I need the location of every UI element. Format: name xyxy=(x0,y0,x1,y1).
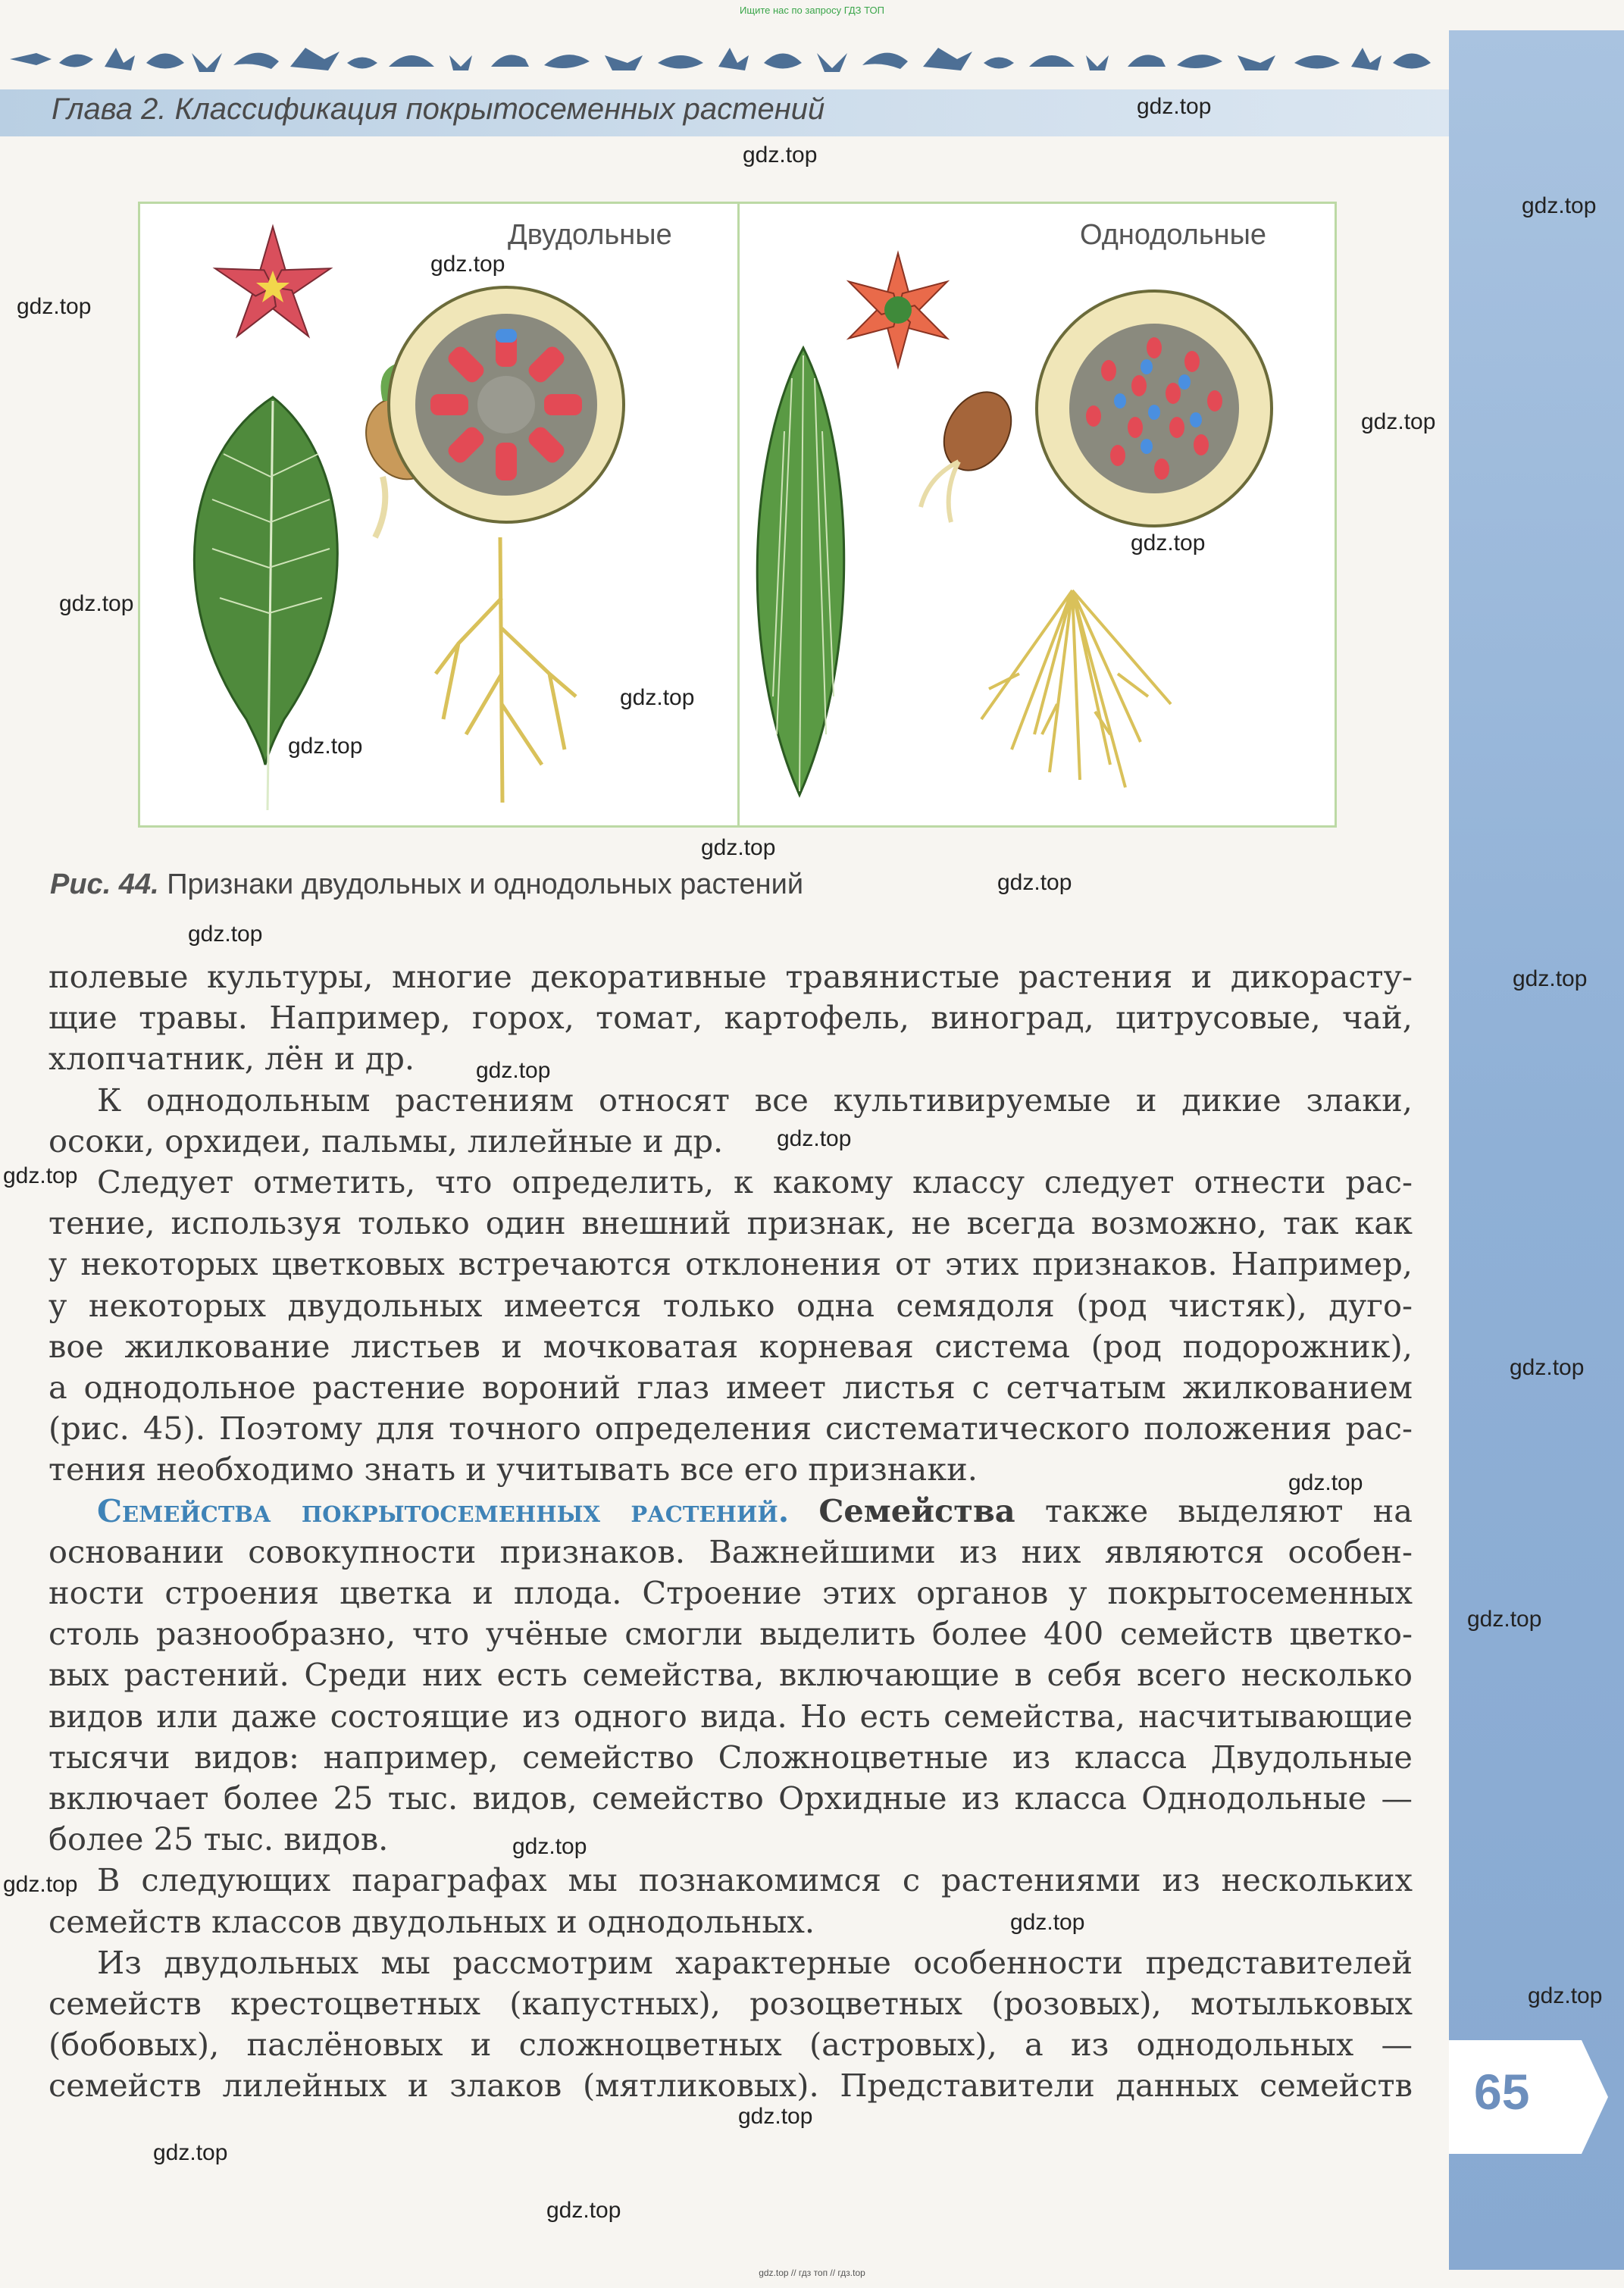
watermark: gdz.top xyxy=(512,1834,587,1859)
watermark: gdz.top xyxy=(546,2198,621,2223)
text-line: видов или даже состоящие из одного вида. Но есть семейства, насчитывающие xyxy=(49,1697,1413,1735)
text-line: ности строения цветка и плода. Строение этих органов у покрытосеменных xyxy=(49,1574,1413,1612)
text-line: более 25 тыс. видов. xyxy=(49,1820,389,1858)
chapter-title: Глава 2. Классификация покрытосеменных растений xyxy=(52,92,825,126)
text-line: тения необходимо знать и учитывать все его признаки. xyxy=(49,1451,978,1488)
watermark: gdz.top xyxy=(1513,966,1588,991)
watermark: gdz.top xyxy=(1010,1910,1085,1935)
watermark: gdz.top xyxy=(1467,1607,1542,1632)
text-line: щие травы. Например, горох, томат, картофель, виноград, цитрусовые, чай, xyxy=(49,999,1413,1037)
watermark: gdz.top xyxy=(476,1058,551,1083)
watermark: gdz.top xyxy=(3,1872,78,1897)
label-dicots: Двудольные xyxy=(508,219,672,251)
side-color-strip xyxy=(1449,30,1624,2270)
watermark: gdz.top xyxy=(1288,1470,1363,1495)
text-line: полевые культуры, многие декоративные травянистые растения и дикорасту- xyxy=(49,958,1413,995)
watermark: gdz.top xyxy=(620,685,695,710)
watermark: gdz.top xyxy=(777,1126,852,1151)
section-first-line xyxy=(49,1491,1413,1532)
text-line: вых растений. Среди них есть семейства, включающие в себя всего несколько xyxy=(49,1656,1413,1694)
monocot-fibrous-root-illustration xyxy=(981,590,1171,787)
text-line: (бобовых), паслёновых и сложноцветных (астровых), а из однодольных — xyxy=(49,2026,1413,2064)
section-first-rest: также выделяют на xyxy=(1044,1491,1413,1529)
monocot-stem-section xyxy=(1037,291,1272,526)
label-monocots: Однодольные xyxy=(1080,219,1267,251)
watermark: gdz.top xyxy=(738,2104,813,2129)
page-number: 65 xyxy=(1474,2064,1530,2120)
text-line: основании совокупности признаков. Важнейшими из них являются особен- xyxy=(49,1532,1413,1570)
monocot-seedling-illustration xyxy=(921,380,1025,522)
watermark: gdz.top xyxy=(701,835,776,860)
text-line: Из двудольных мы рассмотрим характерные особенности представителей xyxy=(97,1943,1413,1981)
top-search-note: Ищите нас по запросу ГДЗ ТОП xyxy=(740,5,884,16)
text-line: а однодольное растение вороний глаз имеет листья с сетчатым жилкованием xyxy=(49,1369,1413,1407)
watermark: gdz.top xyxy=(3,1163,78,1188)
animal-silhouettes-decoration xyxy=(6,36,1446,82)
watermark: gdz.top xyxy=(17,294,92,319)
figure-illustrations xyxy=(140,204,1335,825)
watermark: gdz.top xyxy=(1361,409,1436,434)
watermark: gdz.top xyxy=(1528,1983,1603,2008)
watermark: gdz.top xyxy=(1137,94,1212,119)
text-line: столь разнообразно, что учёные смогли выделить более 400 семейств цветко- xyxy=(49,1615,1413,1653)
watermark: gdz.top xyxy=(1131,531,1206,556)
watermark: gdz.top xyxy=(153,2140,228,2165)
watermark: gdz.top xyxy=(1522,193,1597,218)
watermark: gdz.top xyxy=(743,142,818,167)
text-line: К однодольным растениям относят все культивируемые и дикие злаки, xyxy=(97,1081,1413,1119)
text-line: семейств крестоцветных (капустных), розоцветных (розовых), мотыльковых xyxy=(49,1985,1413,2023)
text-line: осоки, орхидеи, пальмы, лилейные и др. xyxy=(49,1122,724,1160)
section-bold-word: Семейства xyxy=(818,1491,1015,1529)
section-heading: Семейства покрытосеменных растений. xyxy=(97,1491,790,1529)
watermark: gdz.top xyxy=(1510,1355,1585,1380)
text-line: хлопчатник, лён и др. xyxy=(49,1040,415,1078)
bottom-note: gdz.top // гдз топ // гдз.top xyxy=(759,2268,865,2278)
body-text xyxy=(49,956,1413,2107)
text-line: включает более 25 тыс. видов, семейство Орхидные из класса Однодольные — xyxy=(49,1779,1413,1817)
watermark: gdz.top xyxy=(188,922,263,947)
text-line: тысячи видов: например, семейство Сложноцветные из класса Двудольные xyxy=(49,1738,1413,1776)
watermark: gdz.top xyxy=(997,870,1072,895)
caption-text: Признаки двудольных и однодольных растений xyxy=(167,869,804,900)
text-line: семейств лилейных и злаков (мятликовых). Представители данных семейств xyxy=(49,2067,1413,2105)
dicot-flower-illustration xyxy=(211,227,334,344)
text-line: у некоторых цветковых встречаются отклонения от этих признаков. Например, xyxy=(49,1245,1413,1283)
text-line: В следующих параграфах мы познакомимся с растениями из нескольких xyxy=(97,1861,1413,1899)
monocot-leaf-illustration xyxy=(757,348,844,795)
watermark: gdz.top xyxy=(59,591,134,616)
text-line: Следует отметить, что определить, к какому классу следует отнести рас- xyxy=(97,1163,1413,1201)
dicot-taproot-illustration xyxy=(436,537,576,803)
caption-number: Рис. 44. xyxy=(50,869,159,900)
figure-caption xyxy=(50,869,803,901)
text-line: семейств классов двудольных и однодольных. xyxy=(49,1902,815,1940)
watermark: gdz.top xyxy=(288,734,363,759)
text-line: вое жилкование листьев и мочковатая корневая система (род подорожник), xyxy=(49,1327,1413,1365)
dicot-stem-section xyxy=(389,287,624,522)
watermark: gdz.top xyxy=(430,252,505,277)
monocot-flower-illustration xyxy=(843,253,953,367)
text-line: (рис. 45). Поэтому для точного определения систематического положения рас- xyxy=(49,1410,1413,1448)
text-line: тение, используя только один внешний признак, не всегда возможно, так как xyxy=(49,1204,1413,1242)
text-line: у некоторых двудольных имеется только одна семядоля (род чистяк), дуго- xyxy=(49,1286,1413,1324)
